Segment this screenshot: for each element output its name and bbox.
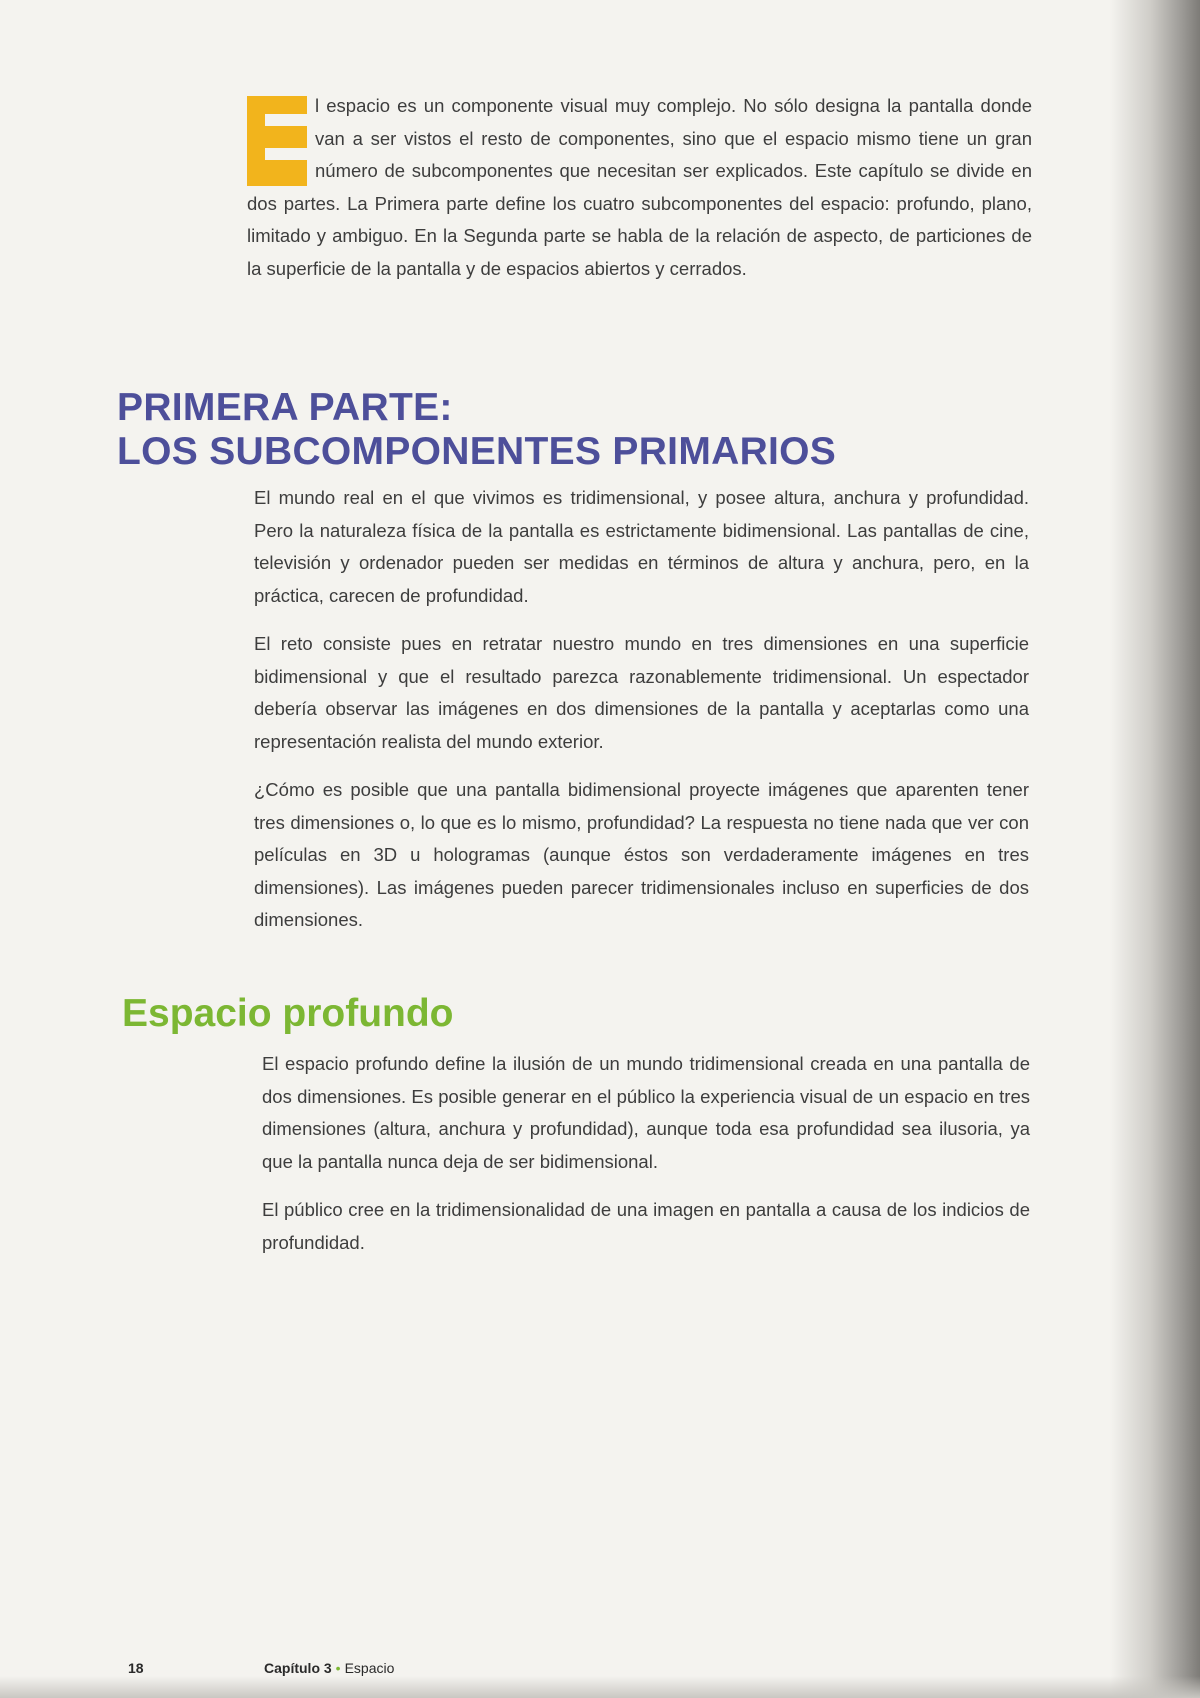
chapter-label: Capítulo 3 xyxy=(264,1660,332,1676)
page-edge-shadow xyxy=(1110,0,1200,1698)
section-title-line1: PRIMERA PARTE: xyxy=(117,386,453,429)
section-title-line2: LOS SUBCOMPONENTES PRIMARIOS xyxy=(117,430,837,473)
section-paragraph-1: El mundo real en el que vivimos es tridimensional, y posee altura, anchura y profundidad. Pero la naturaleza física de la pantalla es estrictamente bidimensional. Las pantallas de cine, televisión y ordenador pueden ser medidas en términos de altura y anchura, pero, en la práctica, carecen de profundidad. xyxy=(254,487,1029,606)
footer-separator: • xyxy=(335,1660,341,1676)
section-paragraph-2: El reto consiste pues en retratar nuestro mundo en tres dimensiones en una superficie bidimensional y que el resultado parezca razonablemente tridimensional. Un espectador debería observar las imágenes en dos dimensiones de la pantalla y aceptarlas como una representación realista del mundo exterior. xyxy=(254,633,1029,752)
running-header xyxy=(264,1660,394,1676)
subsection-paragraph-1: El espacio profundo define la ilusión de un mundo tridimensional creada en una pantalla de dos dimensiones. Es posible generar en el público la experiencia visual de un espacio en tres dimensiones (altura, anchura y profundidad), aunque toda esa profundidad sea ilusoria, ya que la pantalla nunca deja de ser bidimensional. xyxy=(262,1053,1030,1172)
subsection-paragraph-2: El público cree en la tridimensionalidad de una imagen en pantalla a causa de los indicios de profundidad. xyxy=(262,1199,1030,1253)
section-paragraph-3: ¿Cómo es posible que una pantalla bidimensional proyecte imágenes que aparenten tener tres dimensiones o, lo que es lo mismo, profundidad? La respuesta no tiene nada que ver con películas en 3D u hologramas (aunque éstos son verdaderamente imágenes en tres dimensiones). Las imágenes pueden parecer tridimensionales incluso en superficies de dos dimensiones. xyxy=(254,779,1029,930)
subsection-body xyxy=(262,1048,1030,1275)
dropcap-e xyxy=(247,96,307,186)
section-title xyxy=(117,386,836,474)
section-body xyxy=(254,482,1029,953)
page-number: 18 xyxy=(128,1660,144,1676)
intro-paragraph xyxy=(247,90,1032,285)
chapter-title: Espacio xyxy=(344,1660,395,1676)
subsection-title: Espacio profundo xyxy=(122,992,454,1035)
intro-text: l espacio es un componente visual muy complejo. No sólo designa la pantalla donde van a ser vistos el resto de componentes, sino que el espacio mismo tiene un gran número de subcomponentes que necesitan ser explicados. Este capítulo se divide en dos partes. La Primera parte define los cuatro subcomponentes del espacio: profundo, plano, limitado y ambiguo. En la Segunda parte se habla de la relación de aspecto, de particiones de la superficie de la pantalla y de espacios abiertos y cerrados. xyxy=(247,95,1032,279)
page-footer xyxy=(128,1660,728,1684)
